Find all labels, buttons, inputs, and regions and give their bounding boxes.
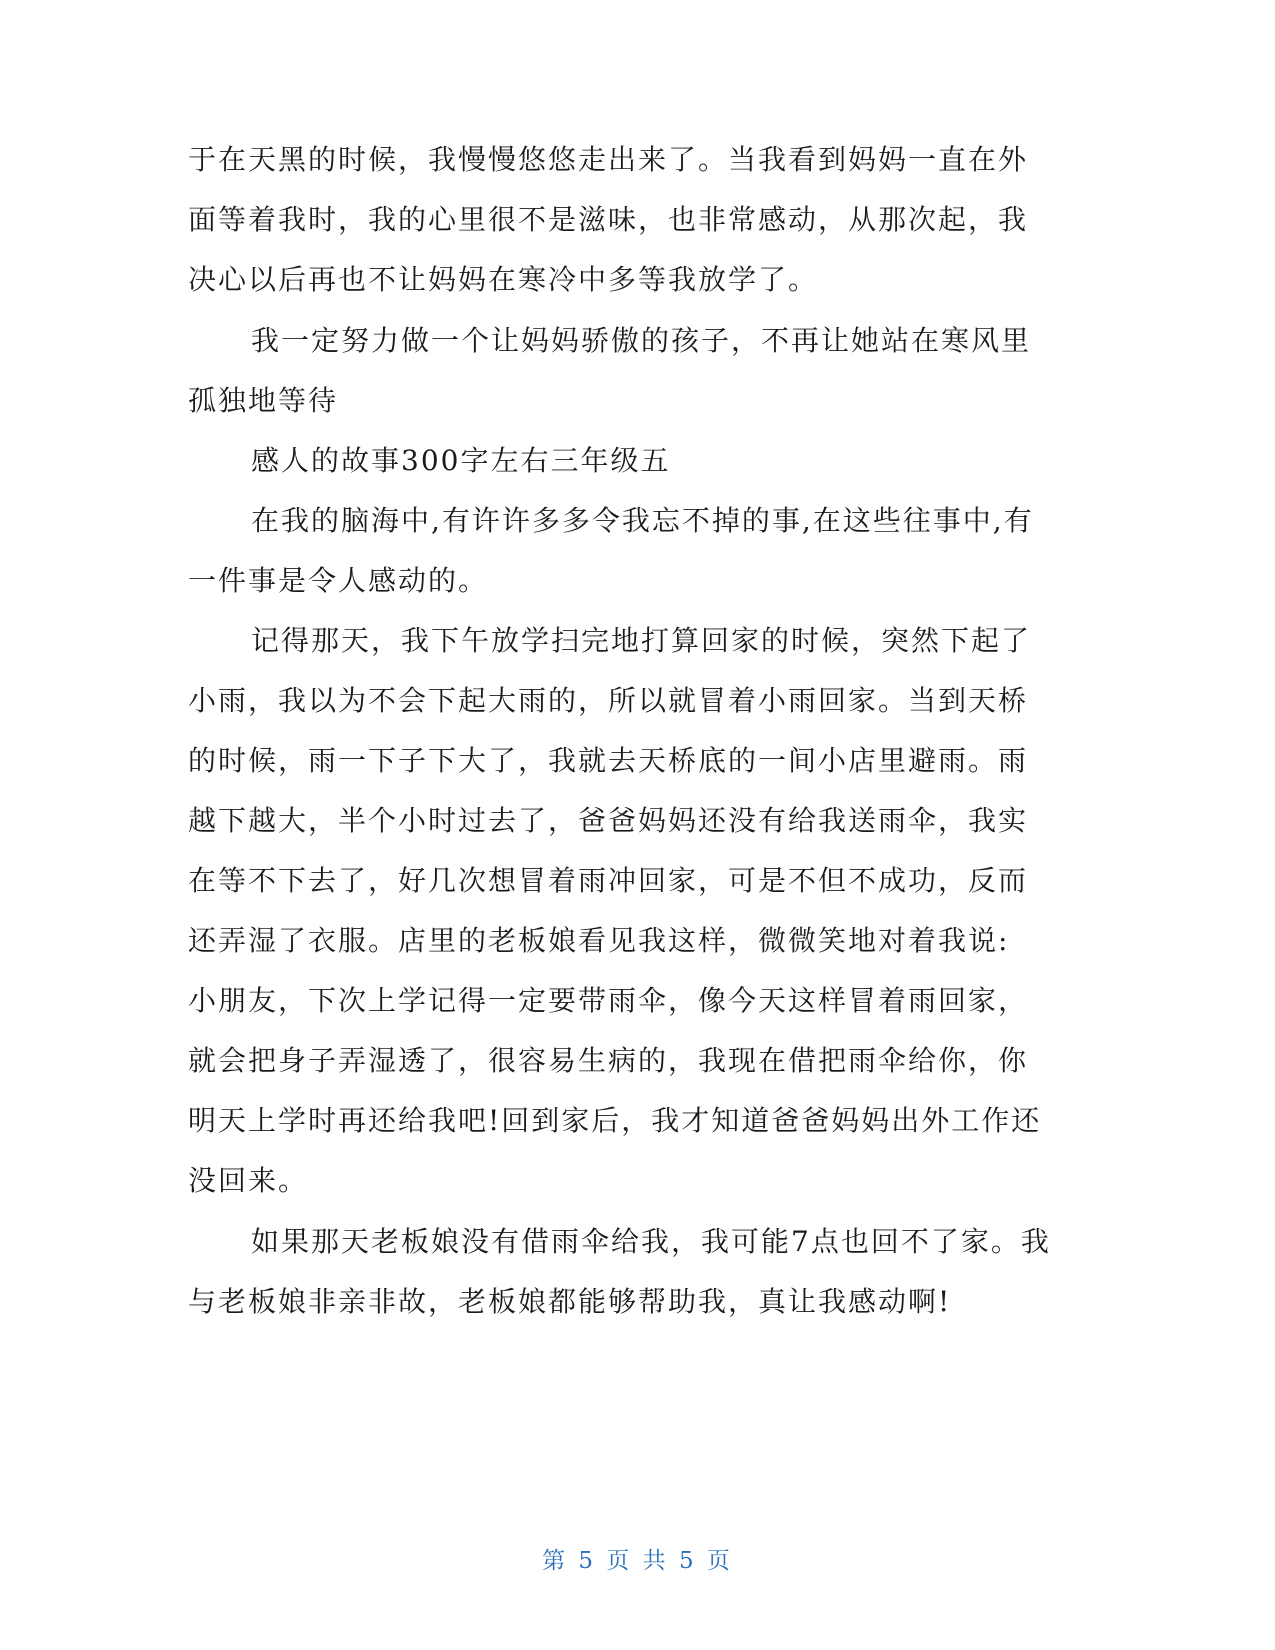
text-line: 一件事是令人感动的。 (188, 564, 489, 597)
text-line: 还弄湿了衣服。店里的老板娘看见我这样，微微笑地对着我说: (188, 924, 1010, 957)
text-line: 记得那天，我下午放学扫完地打算回家的时候，突然下起了 (251, 624, 1032, 657)
text-line: 小朋友，下次上学记得一定要带雨伞，像今天这样冒着雨回家， (188, 984, 1029, 1017)
text-line: 面等着我时，我的心里很不是滋味，也非常感动，从那次起，我 (188, 203, 1029, 236)
text-line: 如果那天老板娘没有借雨伞给我，我可能7点也回不了家。我 (251, 1225, 1051, 1258)
text-line: 在我的脑海中,有许许多多令我忘不掉的事,在这些往事中,有 (251, 504, 1034, 537)
text-line: 明天上学时再还给我吧!回到家后，我才知道爸爸妈妈出外工作还 (188, 1104, 1042, 1137)
text-line: 越下越大，半个小时过去了，爸爸妈妈还没有给我送雨伞，我实 (188, 804, 1029, 837)
section-heading: 感人的故事300字左右三年级五 (251, 444, 671, 477)
text-line: 于在天黑的时候，我慢慢悠悠走出来了。当我看到妈妈一直在外 (188, 143, 1029, 176)
text-line: 就会把身子弄湿透了，很容易生病的，我现在借把雨伞给你，你 (188, 1044, 1029, 1077)
page-number: 第 5 页 共 5 页 (542, 1548, 733, 1574)
text-line: 没回来。 (188, 1164, 309, 1197)
text-line: 小雨，我以为不会下起大雨的，所以就冒着小雨回家。当到天桥 (188, 684, 1029, 717)
text-line: 的时候，雨一下子下大了，我就去天桥底的一间小店里避雨。雨 (188, 744, 1029, 777)
text-line: 决心以后再也不让妈妈在寒冷中多等我放学了。 (188, 263, 819, 296)
text-line: 与老板娘非亲非故，老板娘都能够帮助我，真让我感动啊! (188, 1285, 952, 1318)
text-line: 我一定努力做一个让妈妈骄傲的孩子，不再让她站在寒风里 (251, 324, 1032, 357)
text-line: 孤独地等待 (188, 384, 339, 417)
text-line: 在等不下去了，好几次想冒着雨冲回家，可是不但不成功，反而 (188, 864, 1029, 897)
